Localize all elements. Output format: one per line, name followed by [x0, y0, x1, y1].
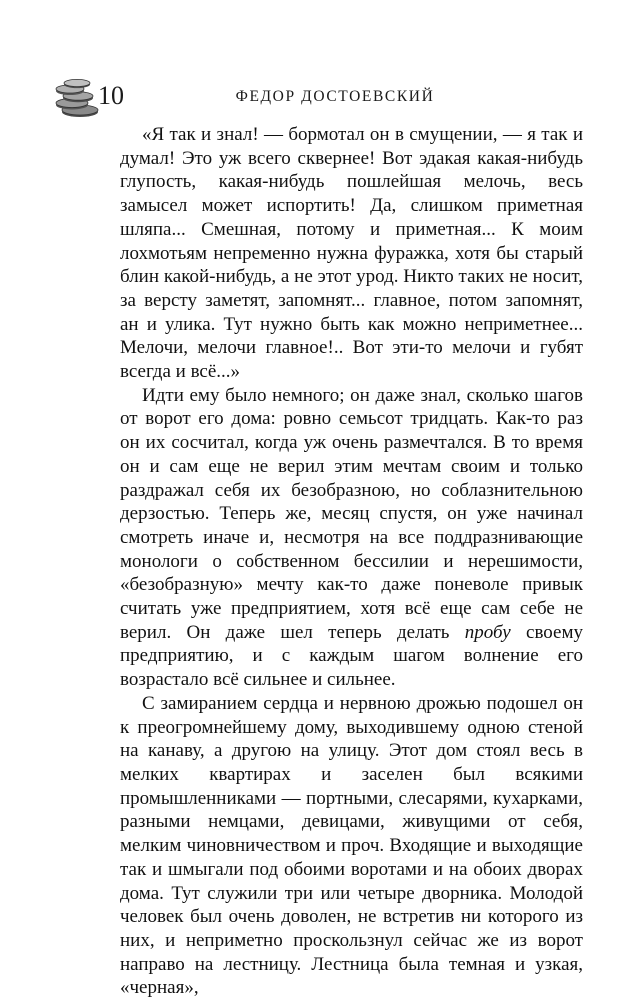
paragraph-2-italic-word: пробу [464, 621, 511, 643]
page-number: 10 [98, 81, 124, 110]
paragraph-3: С замиранием сердца и нервною дрожью подошел он к преогромнейшему дому, выходившему одною стеной на канаву, а другою на улицу. Этот дом стоял весь в мелких квартирах и заселен был всякими промышленниками — портными, слесарями, кухарками, разными немцами, девицами, живущими от себя, мелким чиновничеством и проч. Входящие и выходящие так и шмыгали под обоими воротами и на обоих дворах дома. Тут служили три или четыре дворника. Молодой человек был очень доволен, не встретив ни которого из них, и неприметно проскользнул сейчас же из ворот направо на лестницу. Лестница была темная и узкая, «черная», [120, 692, 583, 999]
paragraph-2-text-end: своему предприятию, и с каждым шагом волнение его возрастало всё сильнее и сильнее. [120, 621, 583, 691]
page-header [50, 78, 584, 118]
body-text [120, 123, 583, 1000]
paragraph-2 [120, 384, 583, 692]
running-title: ФЕДОР ДОСТОЕВСКИЙ [235, 88, 435, 105]
paragraph-2-text-start: Идти ему было немного; он даже знал, сколько шагов от ворот его дома: ровно семьсот тридцать. Как-то раз он их сосчитал, когда уж очень размечтался. В то время он и сам еще не верил этим мечтам своим и только раздражал себя их безобразною, но соблазнительною дерзостью. Теперь же, месяц спустя, он уже начинал смотреть иначе и, несмотря на все поддразнивающие монологи о собственном бессилии и нерешимости, «безобразную» мечту как-то даже поневоле привык считать уже предприятием, хотя всё еще сам себе не верил. Он даже шел теперь делать [120, 384, 583, 643]
coin-stack-icon [50, 78, 100, 118]
paragraph-1: «Я так и знал! — бормотал он в смущении, — я так и думал! Это уж всего сквернее! Вот эдакая какая-нибудь глупость, какая-нибудь пошлейшая мелочь, весь замысел может испортить! Да, слишком приметная шляпа... Смешная, потому и приметная... К моим лохмотьям непременно нужна фуражка, хотя бы старый блин какой-нибудь, а не этот урод. Никто таких не носит, за версту заметят, запомнят... главное, потом запомнят, ан и улика. Тут нужно быть как можно неприметнее... Мелочи, мелочи главное!.. Вот эти-то мелочи и губят всегда и всё...» [120, 124, 583, 383]
